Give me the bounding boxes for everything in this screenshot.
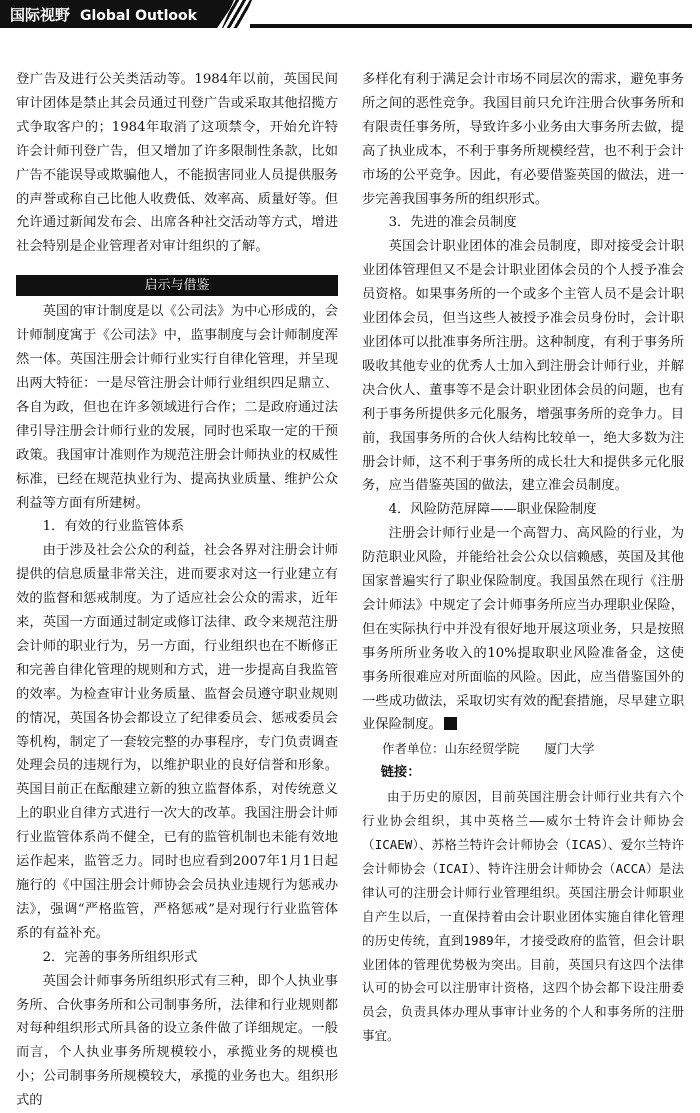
subheading: 4．风险防范屏障——职业保险制度 <box>388 502 597 518</box>
column-title-en: Global Outlook <box>80 8 197 24</box>
paragraph: 多样化有利于满足会计市场不同层次的需求，避免事务所之间的恶性竞争。我国目前只允许注册合伙事务所和有限责任事务所，导致许多小业务由大事务所去做，提高了执业成本，不利于事务所规模经营，也不利于会计市场的公平竞争。因此，有必要借鉴英国的做法，进一步完善我国事务所的组织形式。 <box>362 72 684 207</box>
end-of-article-mark <box>444 717 457 730</box>
paragraph: 英国会计师事务所组织形式有三种，即个人执业事务所、合伙事务所和公司制事务所，法律和行业规则都对每种组织形式所具备的设立条件做了详细规定。一般而言，个人执业事务所规模较小，承揽业务的规模也小；公司制事务所规模较大，承揽的业务也大。组织形式的 <box>16 973 338 1109</box>
author-affiliation: 作者单位：山东经贸学院 厦门大学 <box>382 741 595 757</box>
sidebar-link-title: 链接： <box>380 765 421 781</box>
page-header <box>0 0 700 28</box>
subheading: 2．完善的事务所组织形式 <box>42 949 198 965</box>
paragraph: 英国会计职业团体的准会员制度，即对接受会计职业团体管理但又不是会计职业团体会员的个人授予准会员资格。如果事务所的一个或多个主管人员不是会计职业团体会员，但当这些人被授予准会员身份时，会计职业团体可以批准事务所注册。这种制度，有利于事务所吸收其他专业的优秀人士加入到注册会计师行业，并解决合伙人、董事等不是会计职业团体会员的问题，也有利于事务所提供多元化服务，增强事务所的竞争力。目前，我国事务所的合伙人结构比较单一，绝大多数为注册会计师，这不利于事务所的成长壮大和提供多元化服务，应当借鉴英国的做法，建立准会员制度。 <box>362 239 684 494</box>
subheading: 3．先进的准会员制度 <box>388 215 517 231</box>
header-rule <box>250 24 692 28</box>
paragraph-text: 注册会计师行业是一个高智力、高风险的行业，为防范职业风险，并能给社会公众以信赖感，英国及其他国家普遍实行了职业保险制度。我国虽然在现行《注册会计师法》中规定了会计师事务所应当办理职业保险，但在实际执行中并没有很好地开展这项业务，只是按照事务所所业务收入的10%提取职业风险准备金，这使事务所很难应对所面临的风险。因此，应当借鉴国外的一些成功做法，采取切实有效的配套措施，尽早建立职业保险制度。 <box>362 526 684 733</box>
column-title <box>10 4 197 25</box>
paragraph: 由于涉及社会公众的利益，社会各界对注册会计师提供的信息质量非常关注，进而要求对这一行业建立有效的监督和惩戒制度。为了适应社会公众的需求，近年来，英国一方面通过制定或修订法律、政令来规范注册会计师的职业行为，另一方面，行业组织也在不断修正和完善自律化管理的规则和方式，进一步提高自我监管的效率。为检查审计业务质量、监督会员遵守职业规则的情况，英国各协会都设立了纪律委员会、惩戒委员会等机构，制定了一套较完整的办事程序，专门负责调查处理会员的违规行为，以维护职业的良好信誉和形象。英国目前正在酝酿建立新的独立监督体系，对传统意义上的职业自律方式进行一次大的改革。我国注册会计师行业监管体系尚不健全，已有的监管机制也未能有效地运作起来，监管乏力。同时也应看到2007年1月1日起施行的《中国注册会计师协会会员执业违规行为惩戒办法》，强调“严格监管，严格惩戒”是对现行行业监管体系的有益补充。 <box>16 543 338 941</box>
column-title-cn: 国际视野 <box>10 6 71 24</box>
left-column <box>16 68 338 1113</box>
subheading: 1．有效的行业监管体系 <box>42 519 185 535</box>
sidebar-link-body: 由于历史的原因，目前英国注册会计师行业共有六个行业协会组织，其中英格兰——威尔士特许会计师协会（ICAEW）、苏格兰特许会计师协会（ICAS）、爱尔兰特许会计师协会（ICAI）、特许注册会计师协会（ACCA）是法律认可的注册会计师行业管理组织。英国注册会计师职业自产生以后，一直保持着由会计职业团体实施自律化管理的历史传统，直到1989年，才接受政府的监管，但会计职业团体的管理优势极为突出。目前，英国只有这四个法律认可的协会可以注册审计资格，这四个协会都下设注册委员会，负责具体办理从事审计业务的个人和事务所的注册事宜。 <box>362 789 684 1044</box>
paragraph: 登广告及进行公关类活动等。1984年以前，英国民间审计团体是禁止其会员通过刊登广告或采取其他招揽方式争取客户的；1984年取消了这项禁令，开始允许特许会计师刊登广告，但又增加了许多限制性条款，比如广告不能误导或欺骗他人，不能损害同业人员提供服务的声誉或称自己比他人收费低、效率高、质量好等。但允许通过新闻发布会、出席各种社交活动等方式，增进社会特别是企业管理者对审计组织的了解。 <box>16 72 338 255</box>
paragraph <box>362 522 684 737</box>
section-heading: 启示与借鉴 <box>16 275 338 296</box>
paragraph: 英国的审计制度是以《公司法》为中心形成的，会计师制度寓于《公司法》中，监事制度与会计师制度浑然一体。英国注册会计师行业实行自律化管理，并呈现出两大特征：一是尽管注册会计师行业组织四足鼎立、各自为政，但也在许多领域进行合作；二是政府通过法律引导注册会计师行业的发展，同时也采取一定的干预政策。我国审计准则作为规范注册会计师执业的权威性标准，已经在规范执业行为、提高执业质量、维护公众利益等方面有所建树。 <box>16 304 338 511</box>
right-column <box>362 68 684 1048</box>
